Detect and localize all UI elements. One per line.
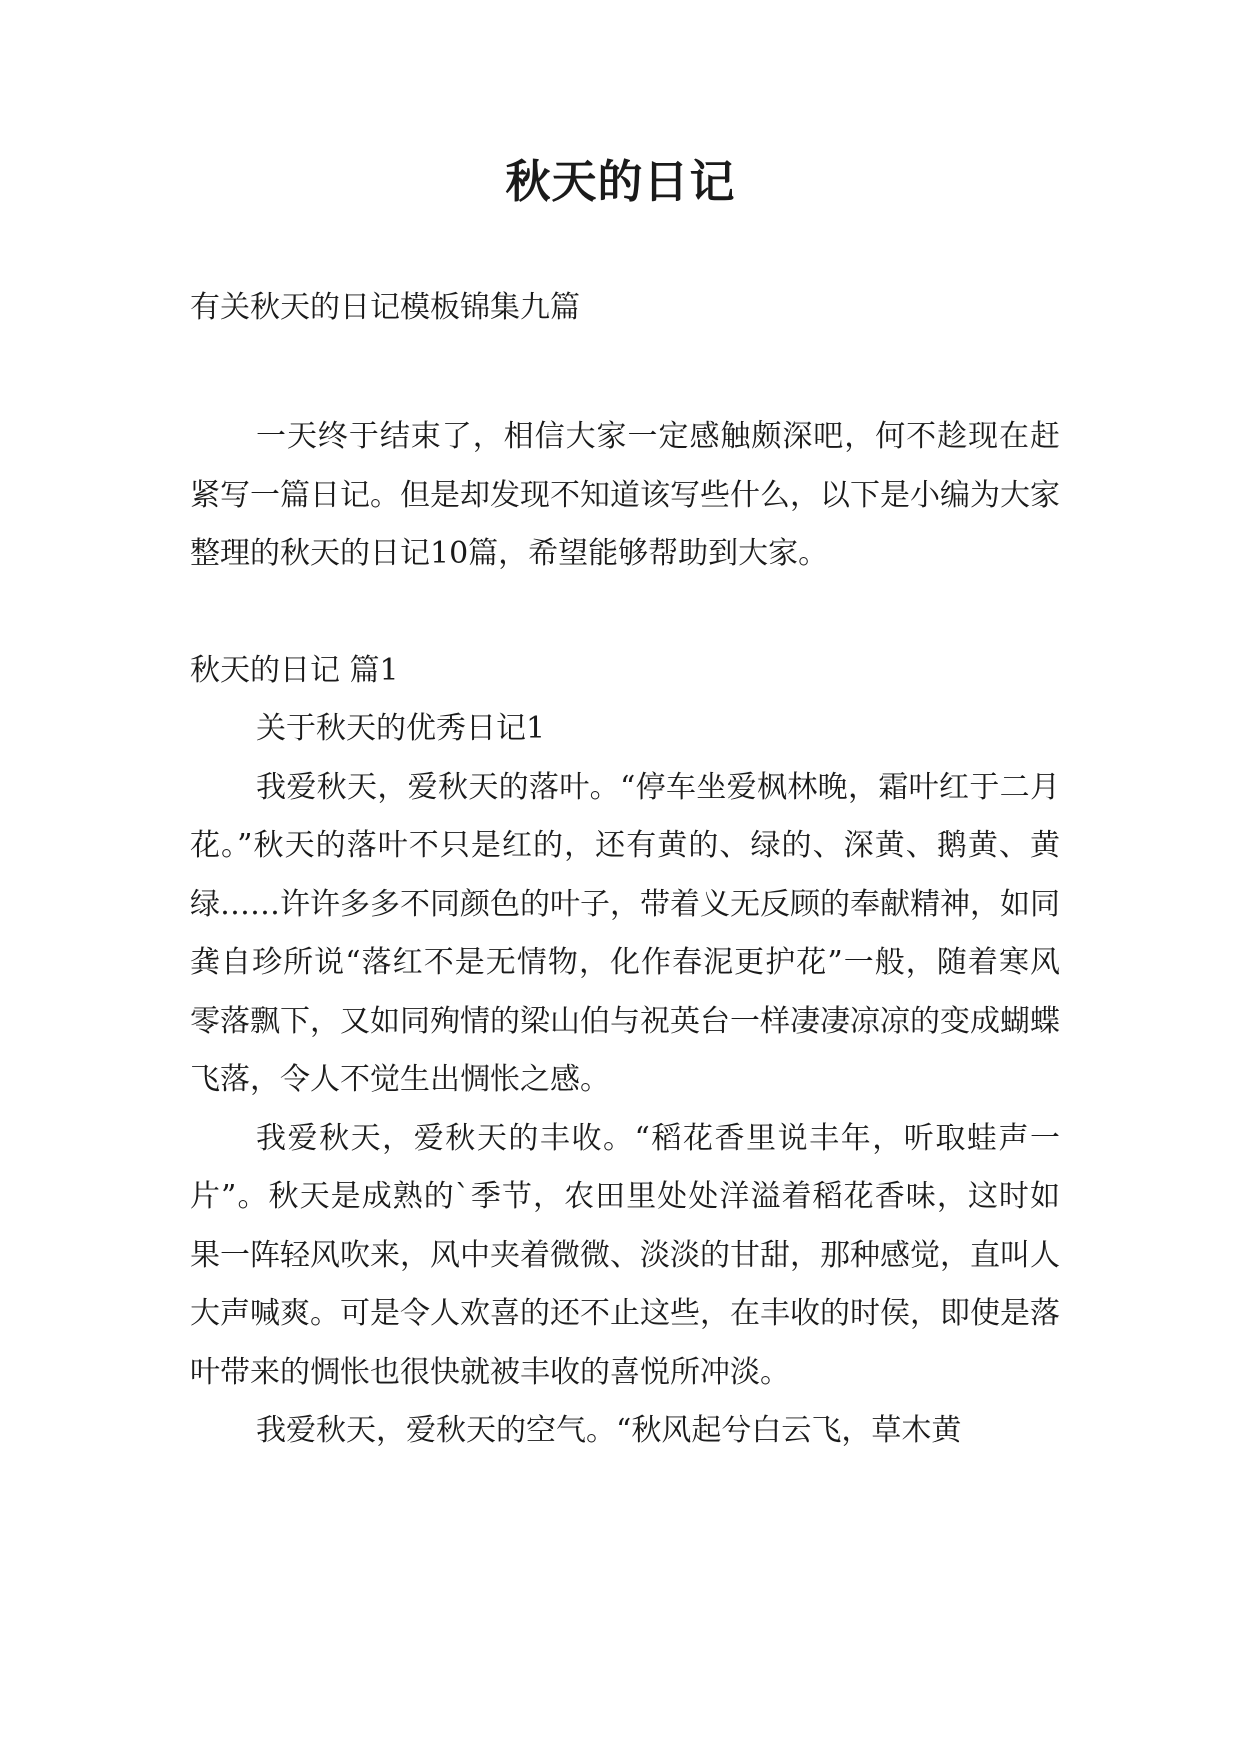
paragraph-2: 我爱秋天，爱秋天的丰收。“稻花香里说丰年，听取蛙声一片”。秋天是成熟的`季节，农田里处处洋溢着稻花香味，这时如果一阵轻风吹来，风中夹着微微、淡淡的甘甜，那种感觉，直叫人大声喊爽。可是令人欢喜的还不止这些，在丰收的时侯，即使是落叶带来的惆怅也很快就被丰收的喜悦所冲淡。 — [190, 1120, 1060, 1390]
paragraph-1: 我爱秋天，爱秋天的落叶。“停车坐爱枫林晚，霜叶红于二月花。”秋天的落叶不只是红的，还有黄的、绿的、深黄、鹅黄、黄绿……许许多多不同颜色的叶子，带着义无反顾的奉献精神，如同龚自珍所说“落红不是无情物，化作春泥更护花”一般，随着寒风零落飘下，又如同殉情的梁山伯与祝英台一样凄凄凉凉的变成蝴蝶飞落，令人不觉生出惆怅之感。 — [190, 769, 1060, 1097]
paragraph-3: 我爱秋天，爱秋天的空气。“秋风起兮白云飞，草木黄 — [256, 1413, 962, 1448]
document-body — [190, 408, 1060, 1461]
article-title: 关于秋天的优秀日记1 — [256, 711, 546, 746]
section-heading: 秋天的日记 篇1 — [190, 652, 399, 688]
document-subtitle: 有关秋天的日记模板锦集九篇 — [190, 290, 580, 325]
intro-paragraph: 一天终于结束了，相信大家一定感触颇深吧，何不趁现在赶紧写一篇日记。但是却发现不知道该写些什么，以下是小编为大家整理的秋天的日记10篇，希望能够帮助到大家。 — [190, 419, 1060, 571]
spacer — [190, 584, 1060, 642]
document-title: 秋天的日记 — [505, 155, 736, 208]
